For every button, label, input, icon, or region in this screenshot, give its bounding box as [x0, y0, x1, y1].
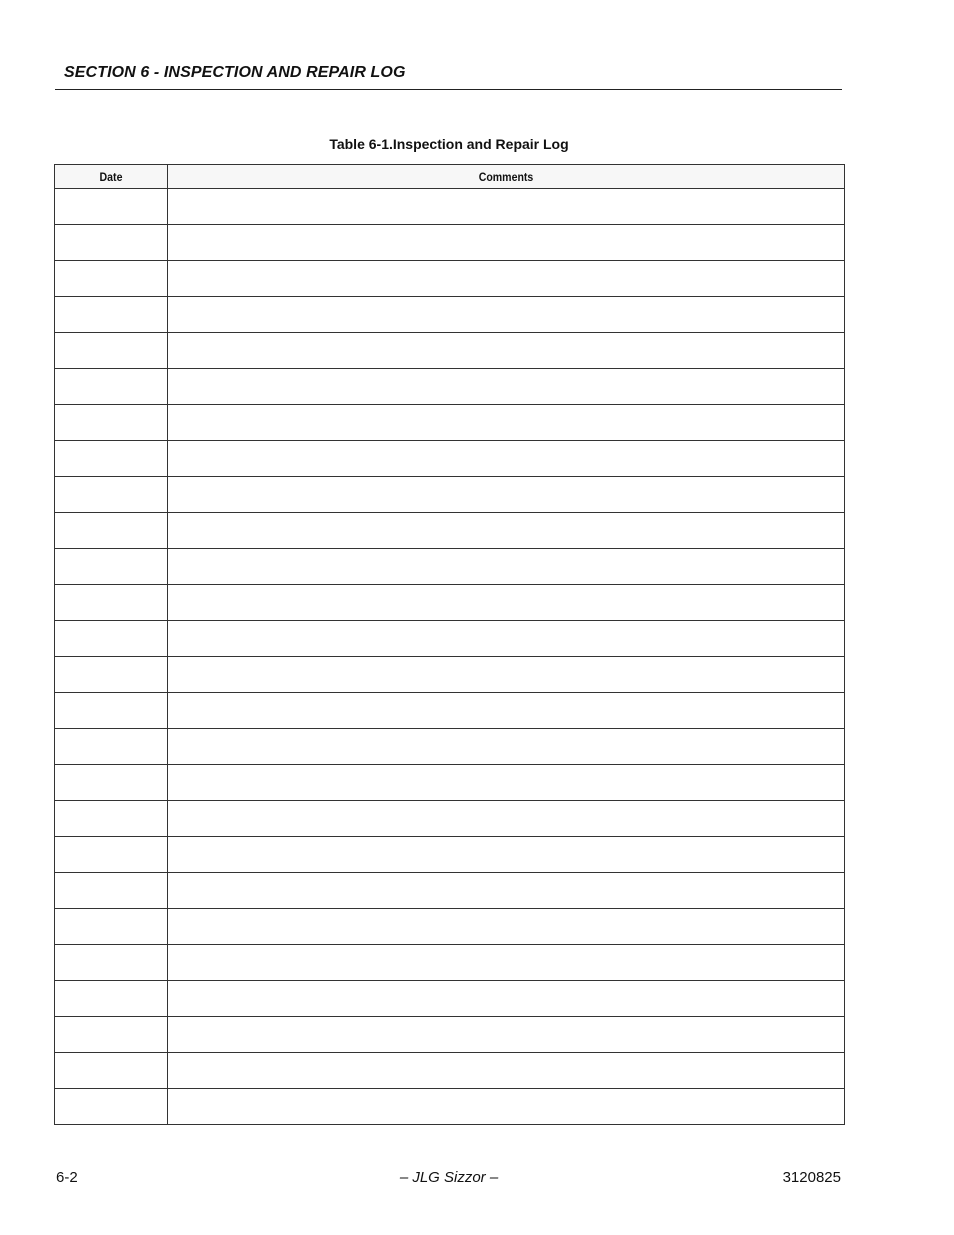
- table-row: [55, 405, 845, 441]
- table-row: [55, 909, 845, 945]
- date-cell: [55, 1017, 168, 1053]
- comments-cell: [168, 837, 845, 873]
- comments-cell: [168, 261, 845, 297]
- table-row: [55, 801, 845, 837]
- table-row: [55, 1017, 845, 1053]
- table-title: Table 6-1.Inspection and Repair Log: [329, 136, 569, 152]
- table-row: [55, 873, 845, 909]
- comments-cell: [168, 405, 845, 441]
- table-row: [55, 189, 845, 225]
- table-row: [55, 729, 845, 765]
- date-cell: [55, 873, 168, 909]
- section-title: SECTION 6 - INSPECTION AND REPAIR LOG: [64, 64, 406, 81]
- table-header-row: [55, 165, 845, 189]
- date-cell: [55, 909, 168, 945]
- table-row: [55, 297, 845, 333]
- comments-cell: [168, 297, 845, 333]
- date-cell: [55, 657, 168, 693]
- comments-cell: [168, 1089, 845, 1125]
- comments-cell: [168, 909, 845, 945]
- comments-cell: [168, 729, 845, 765]
- date-cell: [55, 513, 168, 549]
- table-row: [55, 657, 845, 693]
- table-row: [55, 765, 845, 801]
- table-row: [55, 945, 845, 981]
- date-cell: [55, 585, 168, 621]
- table-row: [55, 225, 845, 261]
- date-cell: [55, 945, 168, 981]
- date-cell: [55, 693, 168, 729]
- comments-cell: [168, 801, 845, 837]
- table-row: [55, 981, 845, 1017]
- comments-cell: [168, 873, 845, 909]
- table-row: [55, 1089, 845, 1125]
- comments-cell: [168, 621, 845, 657]
- date-cell: [55, 549, 168, 585]
- table-row: [55, 693, 845, 729]
- table-row: [55, 333, 845, 369]
- comments-cell: [168, 981, 845, 1017]
- comments-cell: [168, 657, 845, 693]
- comments-cell: [168, 225, 845, 261]
- comments-cell: [168, 441, 845, 477]
- table-row: [55, 261, 845, 297]
- table-row: [55, 441, 845, 477]
- comments-cell: [168, 693, 845, 729]
- date-cell: [55, 729, 168, 765]
- date-cell: [55, 801, 168, 837]
- comments-cell: [168, 549, 845, 585]
- comments-cell: [168, 369, 845, 405]
- inspection-repair-log-table: [54, 164, 845, 1125]
- comments-cell: [168, 1053, 845, 1089]
- date-cell: [55, 441, 168, 477]
- date-cell: [55, 1089, 168, 1125]
- date-cell: [55, 261, 168, 297]
- table-row: [55, 513, 845, 549]
- table-row: [55, 369, 845, 405]
- date-cell: [55, 621, 168, 657]
- date-cell: [55, 405, 168, 441]
- date-cell: [55, 765, 168, 801]
- date-cell: [55, 225, 168, 261]
- table-row: [55, 549, 845, 585]
- date-cell: [55, 477, 168, 513]
- comments-cell: [168, 1017, 845, 1053]
- table-body: [55, 189, 845, 1125]
- table-row: [55, 1053, 845, 1089]
- comments-cell: [168, 513, 845, 549]
- comments-cell: [168, 585, 845, 621]
- table-row: [55, 837, 845, 873]
- column-header-comments: Comments: [168, 165, 845, 189]
- table-row: [55, 477, 845, 513]
- document-number: 3120825: [782, 1169, 841, 1186]
- header-divider: [55, 89, 842, 90]
- date-cell: [55, 297, 168, 333]
- date-cell: [55, 1053, 168, 1089]
- table-row: [55, 621, 845, 657]
- date-cell: [55, 333, 168, 369]
- comments-cell: [168, 333, 845, 369]
- date-cell: [55, 189, 168, 225]
- comments-cell: [168, 477, 845, 513]
- footer-title: – JLG Sizzor –: [399, 1169, 499, 1186]
- date-cell: [55, 369, 168, 405]
- table-row: [55, 585, 845, 621]
- comments-cell: [168, 765, 845, 801]
- date-cell: [55, 837, 168, 873]
- column-header-date: Date: [55, 165, 168, 189]
- comments-cell: [168, 945, 845, 981]
- date-cell: [55, 981, 168, 1017]
- comments-cell: [168, 189, 845, 225]
- page-number: 6-2: [56, 1169, 78, 1186]
